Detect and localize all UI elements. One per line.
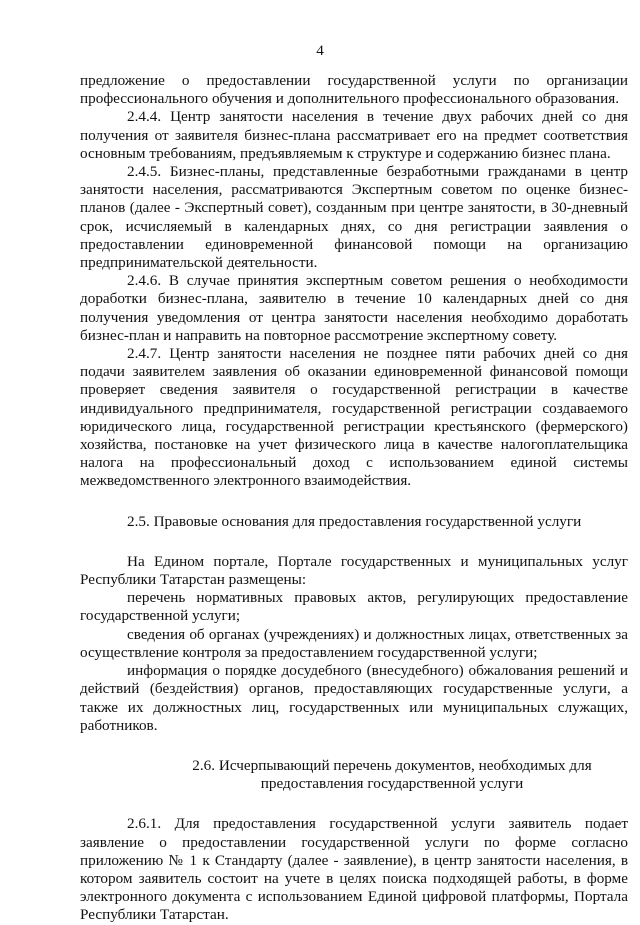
paragraph-list-acts: перечень нормативных правовых актов, регулирующих предоставление государственной услуги;	[80, 589, 628, 625]
paragraph-2-4-4: 2.4.4. Центр занятости населения в течение двух рабочих дней со дня получения от заявителя бизнес-плана рассматривает его на предмет соответствия основным требованиям, предъявляемым к структуре и содержанию бизнес плана.	[80, 108, 628, 162]
section-heading-2-6: 2.6. Исчерпывающий перечень документов, необходимых для предоставления государственной услуги	[192, 756, 592, 793]
paragraph-portals: На Едином портале, Портале государственных и муниципальных услуг Республики Татарстан размещены:	[80, 552, 628, 589]
section-heading-2-5: 2.5. Правовые основания для предоставления государственной услуги	[127, 512, 582, 530]
spacer	[80, 531, 628, 553]
paragraph-list-officials: сведения об органах (учреждениях) и должностных лицах, ответственных за осуществление контроля за предоставлением государственной услуги;	[80, 625, 628, 661]
paragraph-continuation: предложение о предоставлении государственной услуги по организации профессионального обучения и дополнительного профессионального образования.	[80, 72, 628, 108]
paragraph-2-4-5: 2.4.5. Бизнес-планы, представленные безработными гражданами в центр занятости населения, рассматриваются Экспертным советом по оценке бизнес-планов (далее - Экспертный совет), созданным при центре занятости, в 30-дневный срок, исчисляемый в календарных днях, со дня регистрации заявления о предоставлении единовременной финансовой помощи на организацию предпринимательской деятельности.	[80, 163, 628, 272]
spacer	[80, 793, 628, 815]
paragraph-2-6-1: 2.6.1. Для предоставления государственной услуги заявитель подает заявление о предоставлении государственной услуги по форме согласно приложению № 1 к Стандарту (далее - заявление), в центр занятости населения, в котором заявитель состоит на учете в целях поиска подходящей работы, в форме электронного документа с использованием Единой цифровой платформы, Портала Республики Татарстан.	[80, 815, 628, 924]
paragraph-list-appeal: информация о порядке досудебного (внесудебного) обжалования решений и действий (бездействия) органов, предоставляющих государственные услуги, а также их должностных лиц, государственных или муниципальных служащих, работников.	[80, 662, 628, 734]
paragraph-2-4-7: 2.4.7. Центр занятости населения не позднее пяти рабочих дней со дня подачи заявителем заявления об оказании единовременной финансовой помощи проверяет сведения заявителя о государственной регистрации в качестве индивидуального предпринимателя, государственной регистрации создаваемого юридического лица, государственной регистрации крестьянского (фермерского) хозяйства, постановке на учет физического лица в качестве налогоплательщика налога на профессиональный доход с использованием единой системы межведомственного электронного взаимодействия.	[80, 345, 628, 490]
page-number: 4	[316, 42, 324, 59]
paragraph-2-4-6: 2.4.6. В случае принятия экспертным советом решения о необходимости доработки бизнес-плана, заявителю в течение 10 календарных дней со дня получения уведомления от центра занятости населения необходимо доработать бизнес-план и направить на повторное рассмотрение экспертному совету.	[80, 272, 628, 344]
spacer	[80, 735, 628, 757]
spacer	[80, 491, 628, 513]
document-body	[80, 72, 628, 925]
